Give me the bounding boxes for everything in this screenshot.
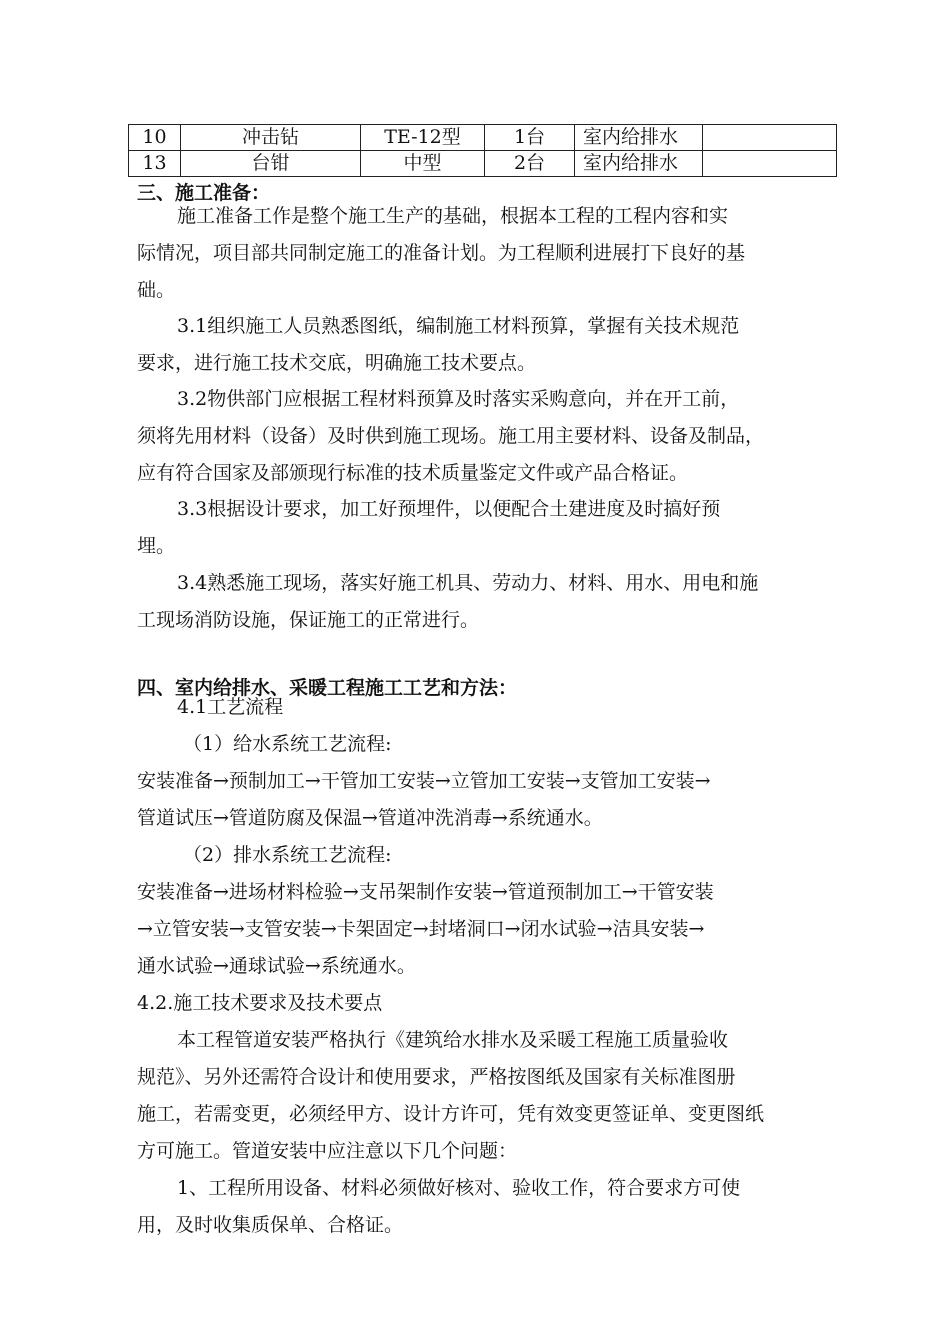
subsection-title: 4.2.施工技术要求及技术要点 bbox=[137, 992, 383, 1014]
equipment-use: 室内给排水 bbox=[575, 125, 703, 151]
equipment-quantity: 1台 bbox=[485, 125, 575, 151]
text-line: 须将先用材料（设备）及时供到施工现场。施工用主要材料、设备及制品， bbox=[137, 425, 765, 447]
text-line: 规范》、另外还需符合设计和使用要求，严格按图纸及国家有关标准图册 bbox=[137, 1066, 736, 1088]
equipment-model: 中型 bbox=[361, 151, 485, 177]
text-line: 3.4熟悉施工现场，落实好施工机具、劳动力、材料、用水、用电和施 bbox=[177, 572, 759, 594]
text-line: 方可施工。管道安装中应注意以下几个问题： bbox=[137, 1140, 518, 1162]
text-line: 3.3根据设计要求，加工好预埋件，以便配合土建进度及时搞好预 bbox=[177, 498, 721, 520]
flow-line: →立管安装→支管安装→卡架固定→封堵洞口→闭水试验→洁具安装→ bbox=[137, 918, 705, 940]
subsection-4-1 bbox=[137, 689, 837, 985]
item-3-4 bbox=[137, 565, 837, 639]
equipment-name: 台钳 bbox=[181, 151, 361, 177]
text-line: 施工，若需变更，必须经甲方、设计方许可，凭有效变更签证单、变更图纸 bbox=[137, 1103, 765, 1125]
flow-line: 管道试压→管道防腐及保温→管道冲洗消毒→系统通水。 bbox=[137, 807, 603, 829]
equipment-model: TE-12型 bbox=[361, 125, 485, 151]
text-line: 1、工程所用设备、材料必须做好核对、验收工作，符合要求方可使 bbox=[177, 1177, 741, 1199]
equipment-note bbox=[703, 125, 837, 151]
text-line: 3.2物供部门应根据工程材料预算及时落实采购意向，并在开工前， bbox=[177, 388, 740, 410]
section-3-heading: 三、施工准备： bbox=[137, 182, 271, 204]
subsection-title: 4.1工艺流程 bbox=[177, 696, 284, 718]
flow-line: 安装准备→进场材料检验→支吊架制作安装→管道预制加工→干管安装 bbox=[137, 881, 714, 903]
row-number: 13 bbox=[129, 151, 181, 177]
equipment-table bbox=[128, 124, 837, 177]
table-row bbox=[129, 151, 837, 177]
text-line: 3.1组织施工人员熟悉图纸，编制施工材料预算，掌握有关技术规范 bbox=[177, 315, 740, 337]
section-3-intro bbox=[137, 198, 837, 309]
text-line: 际情况，项目部共同制定施工的准备计划。为工程顺利进展打下良好的基 bbox=[137, 242, 746, 264]
equipment-name: 冲击钻 bbox=[181, 125, 361, 151]
text-line: 应有符合国家及部颁现行标准的技术质量鉴定文件或产品合格证。 bbox=[137, 462, 689, 484]
text-line: 工现场消防设施，保证施工的正常进行。 bbox=[137, 609, 480, 631]
text-line: 施工准备工作是整个施工生产的基础，根据本工程的工程内容和实 bbox=[177, 205, 729, 227]
flow-line: 安装准备→预制加工→干管加工安装→立管加工安装→支管加工安装→ bbox=[137, 770, 711, 792]
item-3-3 bbox=[137, 491, 837, 565]
item-3-1 bbox=[137, 308, 837, 382]
water-supply-title: （1）给水系统工艺流程: bbox=[183, 733, 392, 755]
text-line: 要求，进行施工技术交底，明确施工技术要点。 bbox=[137, 352, 537, 374]
equipment-quantity: 2台 bbox=[485, 151, 575, 177]
section-4-heading: 四、室内给排水、采暖工程施工工艺和方法： bbox=[137, 677, 518, 699]
text-line: 本工程管道安装严格执行《建筑给水排水及采暖工程施工质量验收 bbox=[177, 1029, 729, 1051]
drainage-title: （2）排水系统工艺流程: bbox=[183, 844, 392, 866]
item-3-2 bbox=[137, 381, 837, 492]
text-line: 础。 bbox=[137, 279, 176, 301]
text-line: 用，及时收集质保单、合格证。 bbox=[137, 1214, 404, 1236]
equipment-use: 室内给排水 bbox=[575, 151, 703, 177]
equipment-note bbox=[703, 151, 837, 177]
subsection-4-2 bbox=[137, 985, 837, 1244]
row-number: 10 bbox=[129, 125, 181, 151]
text-line: 埋。 bbox=[137, 535, 176, 557]
flow-line: 通水试验→通球试验→系统通水。 bbox=[137, 955, 416, 977]
table-row bbox=[129, 125, 837, 151]
